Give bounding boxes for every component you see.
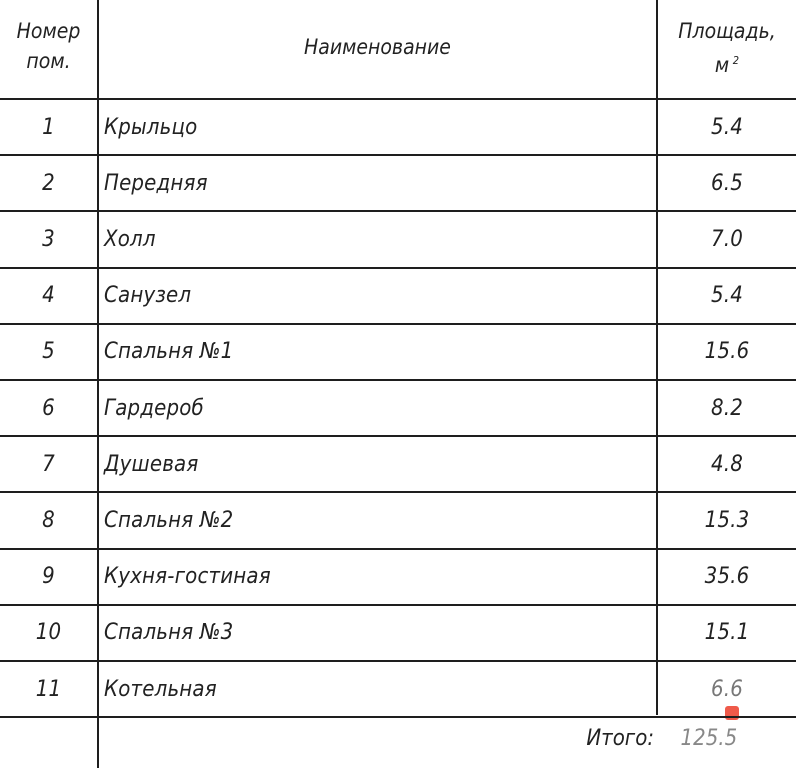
- table-row: [0, 492, 796, 548]
- total-label: Итого:: [586, 726, 654, 751]
- table-row: [0, 155, 796, 211]
- room-name: Спальня №2: [104, 507, 234, 533]
- row-divider: [0, 98, 796, 100]
- room-number: 2: [42, 170, 55, 196]
- row-divider: [0, 660, 796, 662]
- room-name: Спальня №1: [104, 339, 234, 365]
- room-area: 5.4: [710, 283, 744, 309]
- room-number: 1: [42, 114, 55, 140]
- room-name: Передняя: [104, 170, 208, 196]
- table-row: [0, 661, 796, 717]
- room-number: 11: [35, 676, 62, 702]
- row-divider: [0, 491, 796, 493]
- table-row: [0, 211, 796, 267]
- table-row: [0, 380, 796, 436]
- table-row: [0, 99, 796, 155]
- room-name: Спальня №3: [104, 620, 234, 646]
- room-name: Котельная: [104, 676, 217, 702]
- room-number: 7: [42, 451, 55, 477]
- row-divider: [0, 379, 796, 381]
- header-room-number-label: Номер пом.: [16, 19, 81, 73]
- row-divider: [0, 604, 796, 606]
- room-area: 15.1: [704, 620, 750, 646]
- header-area-unit-power: 2: [732, 54, 740, 67]
- room-name: Крыльцо: [104, 114, 198, 140]
- room-name: Санузел: [104, 283, 192, 309]
- header-room-name: Наименование: [304, 35, 451, 59]
- room-area: 35.6: [704, 564, 750, 590]
- room-number: 8: [42, 507, 55, 533]
- header-room-number: [5, 16, 92, 76]
- room-number: 4: [42, 283, 55, 309]
- room-name: Гардероб: [104, 395, 204, 421]
- table-header: [0, 0, 796, 98]
- total-value: 125.5: [680, 726, 738, 751]
- room-number: 10: [35, 620, 62, 646]
- total-row: [0, 716, 796, 768]
- column-divider: [97, 0, 99, 768]
- table-row: [0, 549, 796, 605]
- room-number: 5: [42, 339, 55, 365]
- row-divider: [0, 323, 796, 325]
- table-row: [0, 324, 796, 380]
- room-area: 6.6: [710, 676, 744, 702]
- room-area: 6.5: [710, 170, 744, 196]
- header-area-label: Площадь, м: [678, 19, 776, 77]
- room-number: 9: [42, 564, 55, 590]
- row-divider: [0, 716, 796, 718]
- room-number: 6: [42, 395, 55, 421]
- room-number: 3: [42, 226, 55, 252]
- column-divider: [656, 0, 658, 715]
- table-row: [0, 268, 796, 324]
- row-divider: [0, 267, 796, 269]
- room-area: 5.4: [710, 114, 744, 140]
- header-area: [665, 16, 789, 80]
- table-row: [0, 436, 796, 492]
- room-area: 4.8: [710, 451, 744, 477]
- room-area: 15.6: [704, 339, 750, 365]
- table-row: [0, 605, 796, 661]
- row-divider: [0, 210, 796, 212]
- room-name: Душевая: [104, 451, 199, 477]
- room-area: 15.3: [704, 507, 750, 533]
- room-name: Холл: [104, 226, 156, 252]
- row-divider: [0, 548, 796, 550]
- room-area: 8.2: [710, 395, 744, 421]
- room-name: Кухня-гостиная: [104, 564, 271, 590]
- room-area: 7.0: [710, 226, 744, 252]
- row-divider: [0, 435, 796, 437]
- row-divider: [0, 154, 796, 156]
